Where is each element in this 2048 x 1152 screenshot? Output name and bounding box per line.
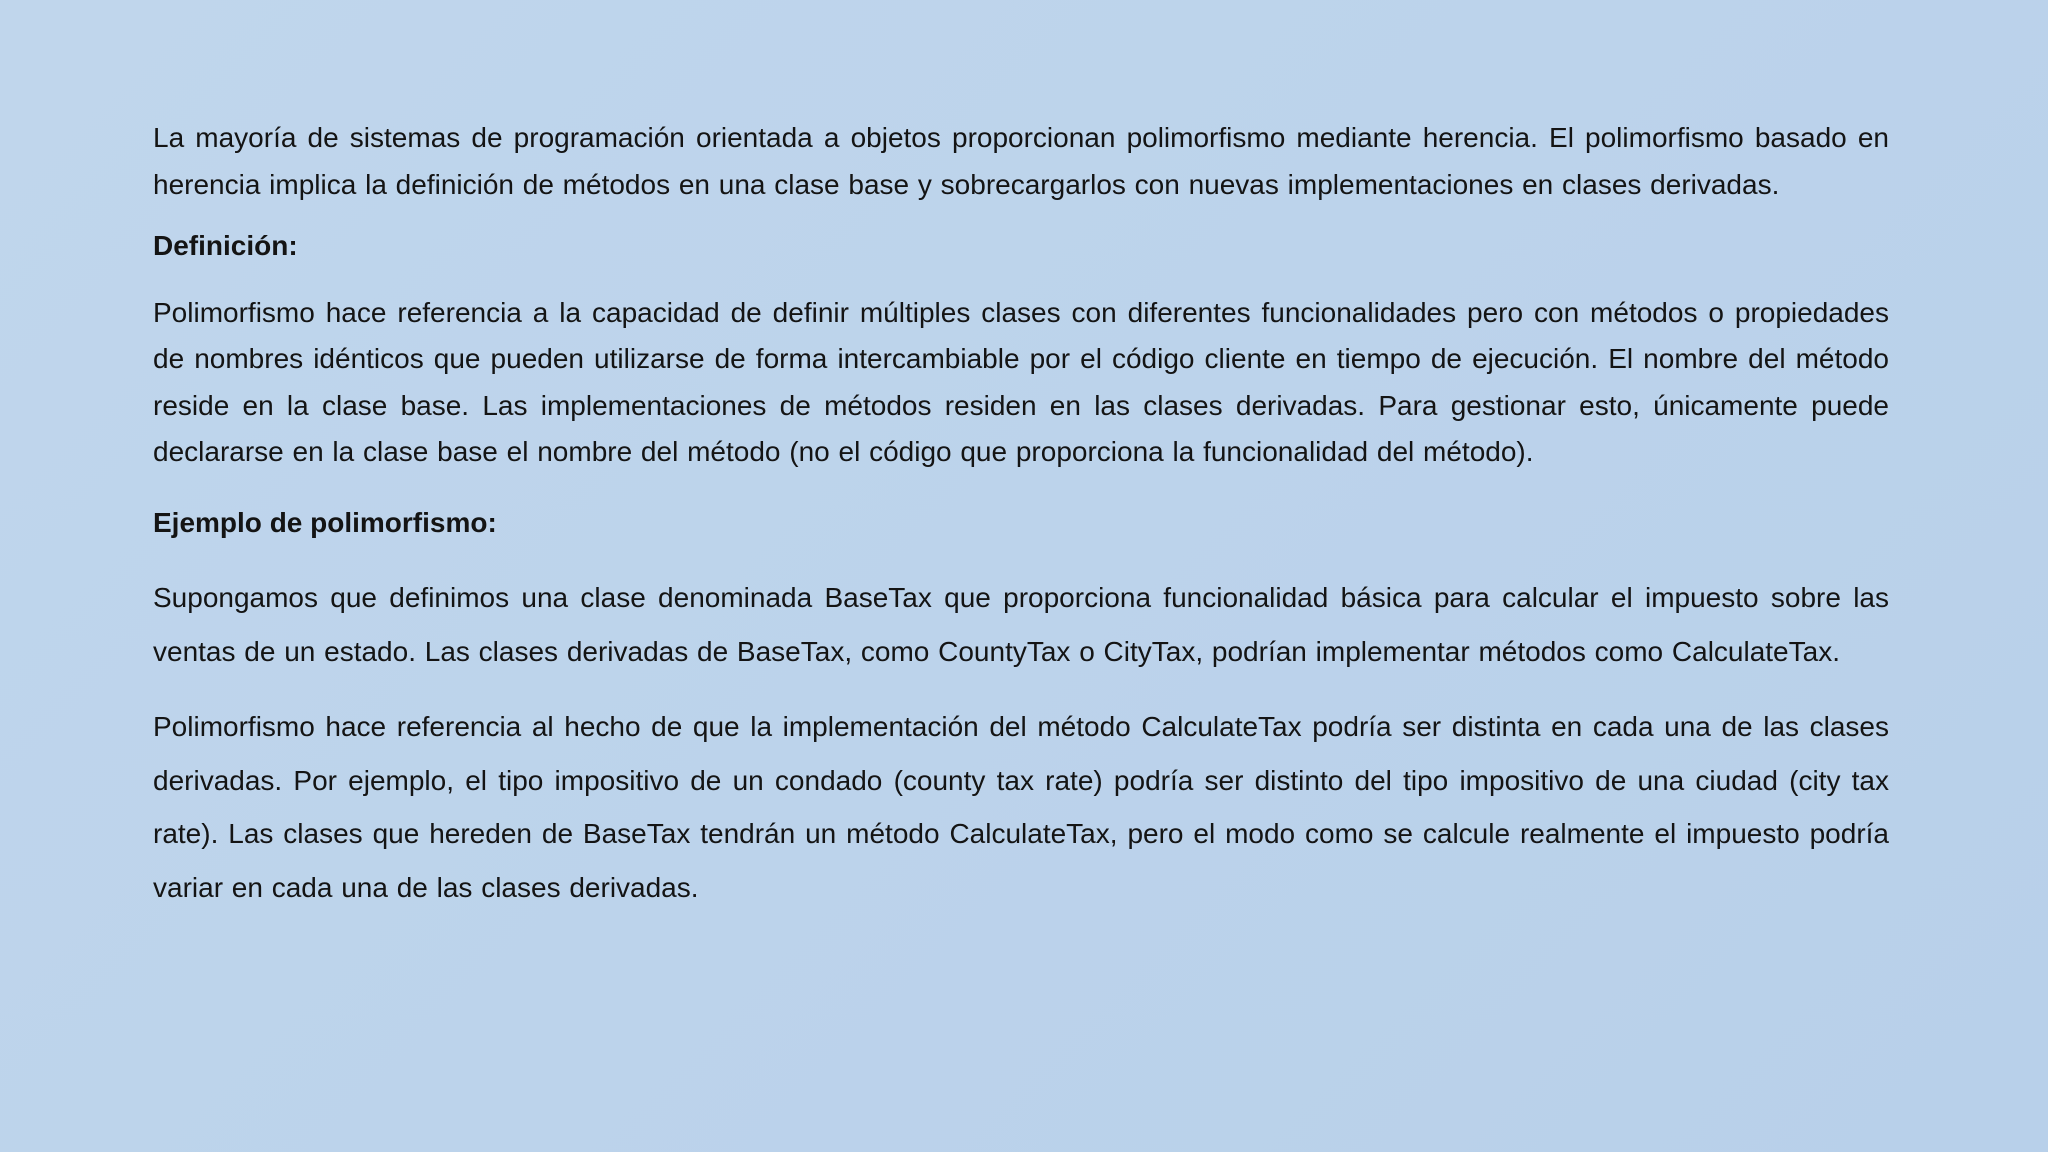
example-paragraph-2: Polimorfismo hace referencia al hecho de que la implementación del método CalculateTax podría ser distinta en cada una de las clases derivadas. Por ejemplo, el tipo impositivo de un condado (county tax rate) podría ser distinto del tipo impositivo de una ciudad (city tax rate). Las clases que hereden de BaseTax tendrán un método CalculateTax, pero el modo como se calcule realmente el impuesto podría variar en cada una de las clases derivadas. (153, 711, 1889, 903)
document-body (153, 115, 1889, 914)
example-paragraph-1: Supongamos que definimos una clase denominada BaseTax que proporciona funcionalidad básica para calcular el impuesto sobre las ventas de un estado. Las clases derivadas de BaseTax, como CountyTax o CityTax, podrían implementar métodos como CalculateTax. (153, 582, 1889, 667)
example-heading: Ejemplo de polimorfismo: (153, 506, 497, 538)
definition-paragraph: Polimorfismo hace referencia a la capacidad de definir múltiples clases con diferentes funcionalidades pero con métodos o propiedades de nombres idénticos que pueden utilizarse de forma intercambiable por el código cliente en tiempo de ejecución. El nombre del método reside en la clase base. Las implementaciones de métodos residen en las clases derivadas. Para gestionar esto, únicamente puede declararse en la clase base el nombre del método (no el código que proporciona la funcionalidad del método). (153, 296, 1889, 467)
definition-heading: Definición: (153, 230, 298, 261)
intro-paragraph: La mayoría de sistemas de programación orientada a objetos proporcionan polimorfismo mediante herencia. El polimorfismo basado en herencia implica la definición de métodos en una clase base y sobrecargarlos con nuevas implementaciones en clases derivadas. (153, 122, 1889, 200)
